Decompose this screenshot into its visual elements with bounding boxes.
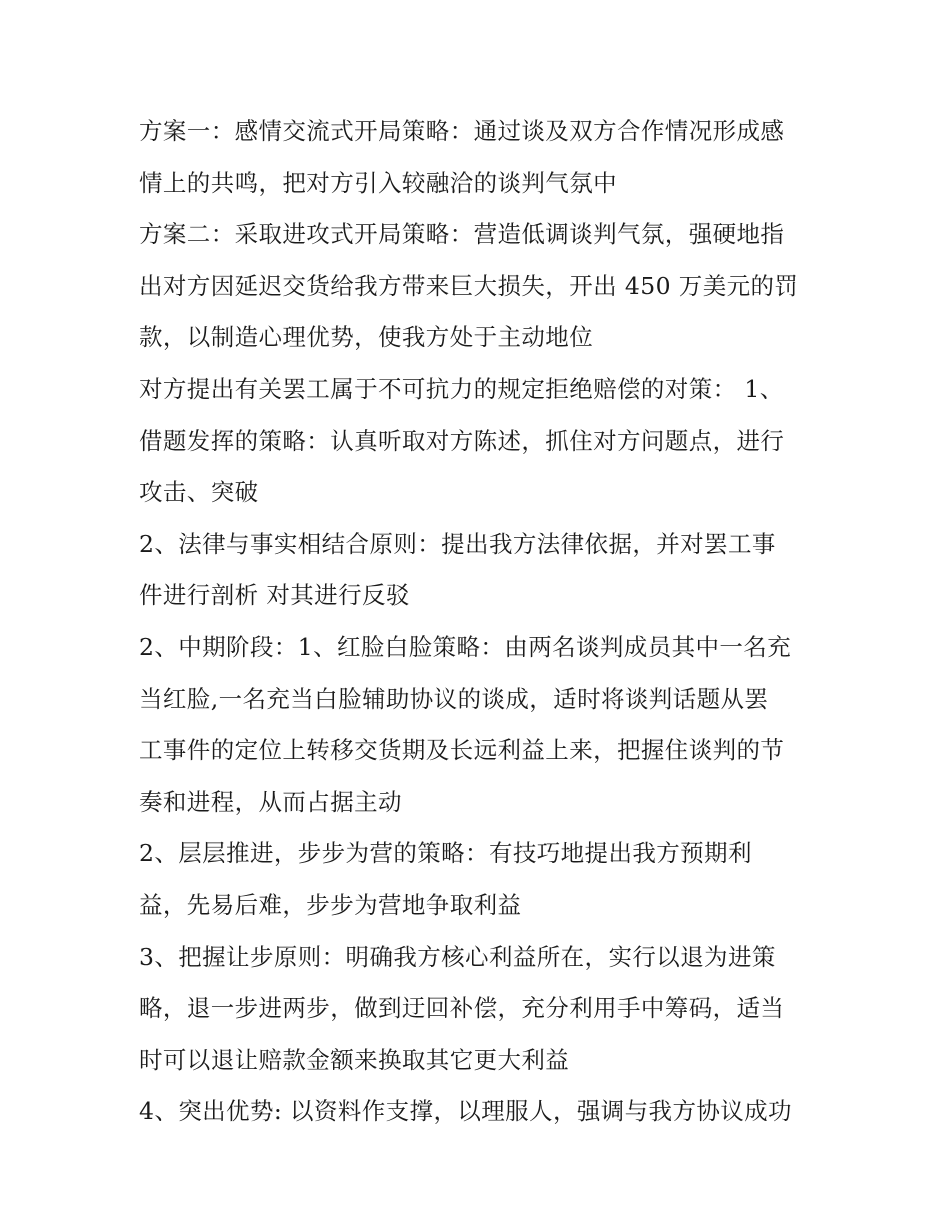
text-line: 略，退一步进两步，做到迂回补偿，充分利用手中筹码，适当 [139, 994, 785, 1023]
text-line: 2、中期阶段：1、红脸白脸策略：由两名谈判成员其中一名充 [139, 632, 792, 661]
text-line: 件进行剖析 对其进行反驳 [139, 581, 410, 610]
text-line: 情上的共鸣，把对方引入较融洽的谈判气氛中 [139, 168, 617, 197]
text-line: 对方提出有关罢工属于不可抗力的规定拒绝赔偿的对策： 1、 [139, 374, 784, 403]
text-line: 出对方因延迟交货给我方带来巨大损失，开出 450 万美元的罚 [139, 271, 799, 300]
text-line: 3、把握让步原则：明确我方核心利益所在，实行以退为进策 [139, 942, 776, 971]
text-line: 款，以制造心理优势，使我方处于主动地位 [139, 323, 594, 352]
text-line: 工事件的定位上转移交货期及长远利益上来，把握住谈判的节 [139, 736, 785, 765]
text-line: 益，先易后难，步步为营地争取利益 [139, 890, 522, 919]
text-line: 4、突出优势: 以资料作支撑，以理服人，强调与我方协议成功 [139, 1097, 792, 1126]
text-line: 当红脸,一名充当白脸辅助协议的谈成，适时将谈判话题从罢 [139, 684, 769, 713]
text-line: 2、法律与事实相结合原则：提出我方法律依据，并对罢工事 [139, 529, 776, 558]
text-line: 借题发挥的策略：认真听取对方陈述，抓住对方问题点，进行 [139, 426, 785, 455]
text-line: 奏和进程，从而占据主动 [139, 787, 402, 816]
text-line: 时可以退让赔款金额来换取其它更大利益 [139, 1045, 570, 1074]
text-line: 方案二：采取进攻式开局策略：营造低调谈判气氛，强硬地指 [139, 220, 785, 249]
document-body [139, 106, 819, 1138]
text-line: 2、层层推进，步步为营的策略：有技巧地提出我方预期利 [139, 839, 752, 868]
text-line: 攻击、突破 [139, 478, 259, 507]
text-line: 方案一：感情交流式开局策略：通过谈及双方合作情况形成感 [139, 117, 785, 145]
